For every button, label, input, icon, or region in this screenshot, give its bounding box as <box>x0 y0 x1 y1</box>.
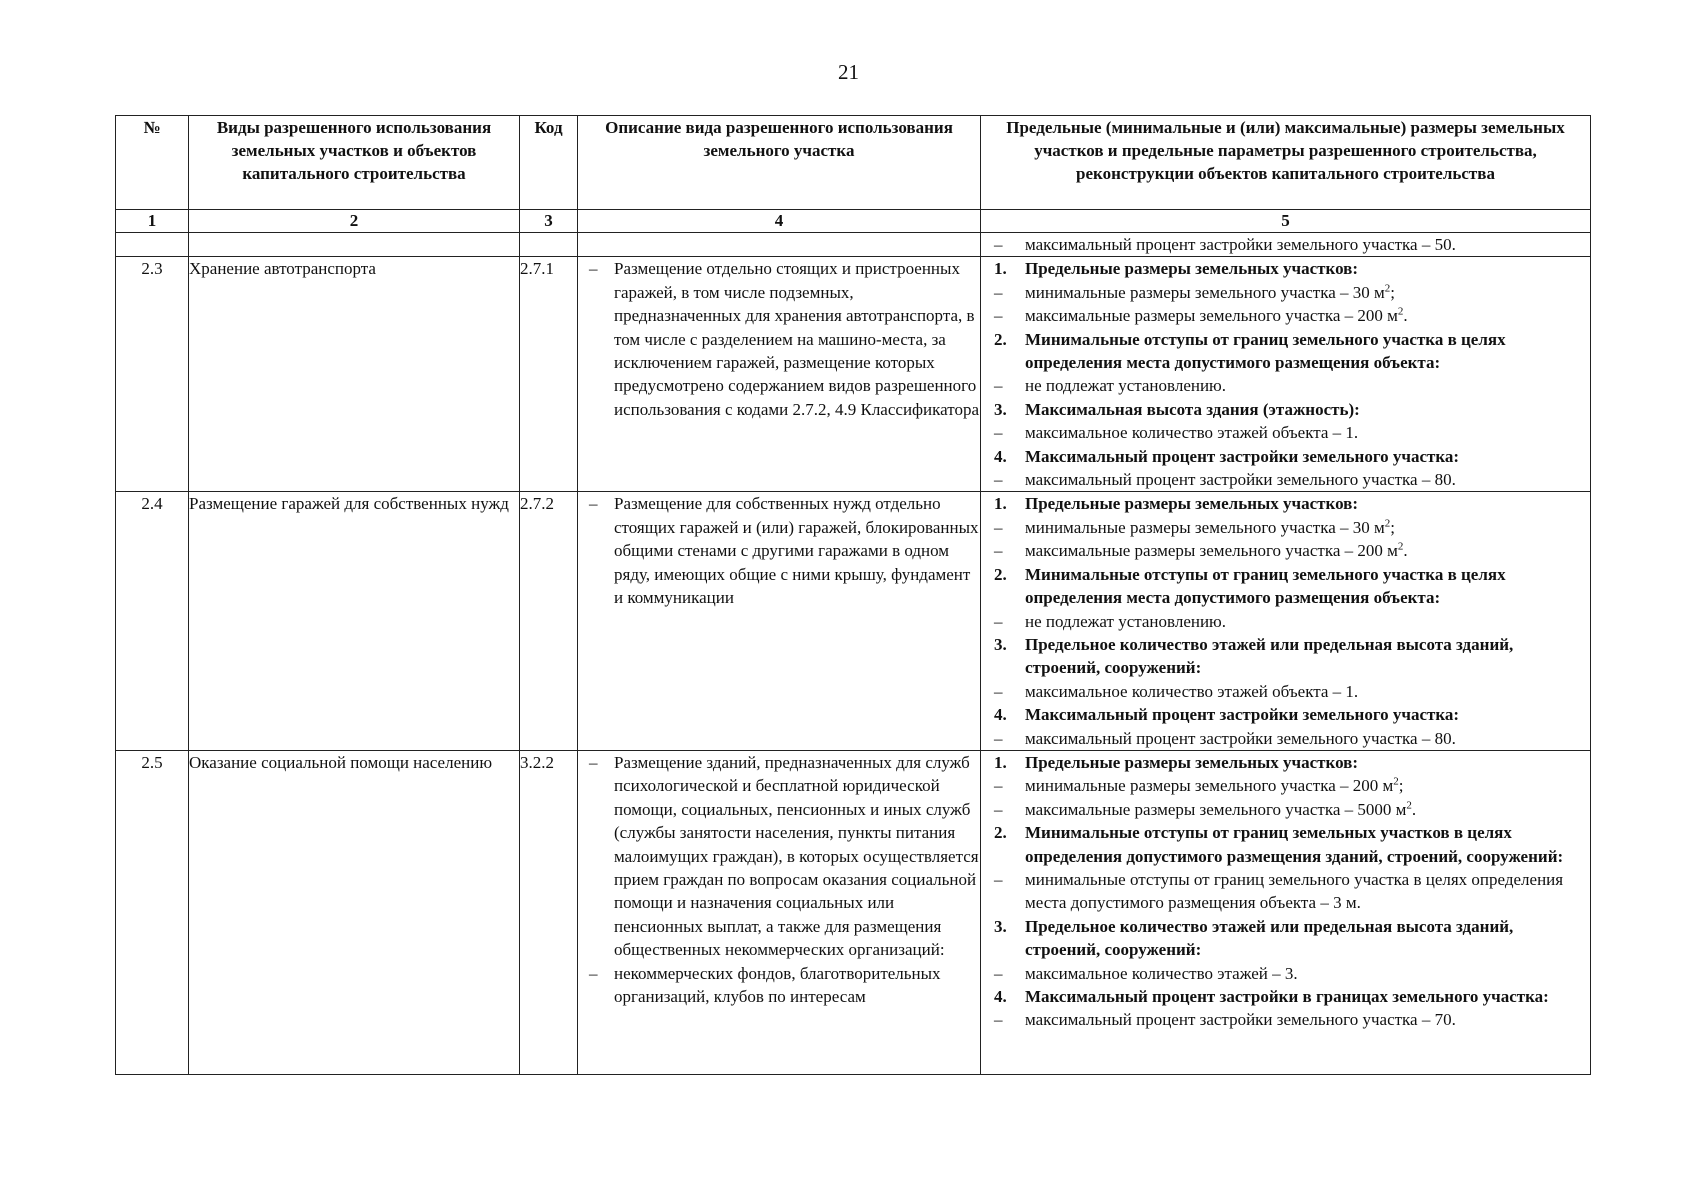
use-type-name: Размещение гаражей для собственных нужд <box>189 492 520 750</box>
list-dash: – <box>994 963 1003 983</box>
parameter-item <box>981 962 1590 985</box>
header-type: Виды разрешенного использования земельных участков и объектов капитального строительства <box>189 116 520 210</box>
list-number: 4. <box>994 446 1007 466</box>
description-item <box>578 492 980 609</box>
page-number: 21 <box>838 60 859 84</box>
parameter-text-main: не подлежат установлению. <box>1025 376 1227 396</box>
parameter-item <box>981 539 1590 562</box>
column-number: 3 <box>520 210 578 233</box>
list-dash: – <box>589 259 598 279</box>
parameter-item <box>981 421 1590 444</box>
parameter-item <box>981 727 1590 750</box>
row-number: 2.4 <box>116 492 189 750</box>
list-number: 4. <box>994 987 1007 1006</box>
parameter-item <box>981 1008 1590 1031</box>
column-number: 1 <box>116 210 189 233</box>
list-dash: – <box>994 423 1003 443</box>
use-type-name: Хранение автотранспорта <box>189 257 520 492</box>
parameter-text-main: максимальный процент застройки земельного участка – 80. <box>1025 728 1456 748</box>
parameter-text-main: Максимальная высота здания (этажность): <box>1025 399 1360 419</box>
parameter-heading <box>981 398 1590 421</box>
list-dash: – <box>994 282 1003 302</box>
parameter-text <box>1025 281 1590 304</box>
list-dash: – <box>994 470 1003 490</box>
parameter-text <box>1025 985 1590 1008</box>
parameter-heading <box>981 703 1590 726</box>
continuation-item <box>981 233 1590 256</box>
header-description: Описание вида разрешенного использования земельного участка <box>578 116 981 210</box>
parameter-text <box>1025 421 1590 444</box>
parameter-text-main: Минимальные отступы от границ земельного участка в целях определения места допустимого размещения объекта: <box>1025 564 1506 608</box>
parameter-item <box>981 304 1590 327</box>
parameter-heading <box>981 445 1590 468</box>
parameter-text-main: максимальное количество этажей объекта – 1. <box>1025 681 1359 701</box>
list-dash: – <box>994 517 1003 537</box>
parameter-text-tail: ; <box>1390 517 1395 537</box>
parameter-text-main: Предельное количество этажей или предельная высота зданий, строений, сооружений: <box>1025 916 1514 960</box>
parameter-text <box>1025 398 1590 421</box>
parameter-heading <box>981 328 1590 375</box>
parameter-text <box>1025 821 1590 868</box>
header-limits: Предельные (минимальные и (или) максимальные) размеры земельных участков и предельные параметры разрешенного строительства, реконструкции объектов капитального строительства <box>981 116 1591 210</box>
parameter-text-main: Предельные размеры земельных участков: <box>1025 752 1359 772</box>
unit-superscript: 2 <box>1397 540 1404 553</box>
parameter-text <box>1025 328 1590 375</box>
use-code: 2.7.2 <box>520 492 578 750</box>
parameter-text-tail: . <box>1411 799 1417 819</box>
list-dash: – <box>994 306 1003 326</box>
continuation-row <box>116 233 1591 257</box>
use-description <box>578 750 981 1074</box>
parameter-text <box>1025 492 1590 515</box>
parameter-heading <box>981 633 1590 680</box>
parameter-item <box>981 281 1590 304</box>
use-description <box>578 492 981 750</box>
list-number: 1. <box>994 494 1007 514</box>
parameter-heading <box>981 257 1590 280</box>
parameter-list <box>981 750 1591 1074</box>
list-dash: – <box>994 799 1003 819</box>
parameter-text <box>1025 703 1590 726</box>
header-no: № <box>116 116 189 210</box>
table-row <box>116 492 1591 750</box>
parameter-text-main: минимальные размеры земельного участка – 30 м <box>1025 282 1385 302</box>
list-dash: – <box>994 611 1003 631</box>
parameter-heading <box>981 915 1590 962</box>
list-number: 3. <box>994 916 1007 936</box>
table-row <box>116 750 1591 1074</box>
column-number: 5 <box>981 210 1591 233</box>
list-number: 1. <box>994 259 1007 279</box>
list-dash: – <box>994 376 1003 396</box>
zoning-table <box>115 115 1591 1075</box>
column-number-row <box>116 210 1591 233</box>
list-dash: – <box>994 1010 1003 1030</box>
parameter-text-main: максимальное количество этажей – 3. <box>1025 963 1298 983</box>
parameter-text <box>1025 563 1590 610</box>
parameter-item <box>981 468 1590 491</box>
use-code: 3.2.2 <box>520 750 578 1074</box>
unit-superscript: 2 <box>1406 799 1412 812</box>
parameter-list <box>981 492 1591 750</box>
parameter-text-main: Максимальный процент застройки земельного участка: <box>1025 705 1460 725</box>
unit-superscript: 2 <box>1384 282 1391 295</box>
table-row <box>116 257 1591 492</box>
list-number: 3. <box>994 399 1007 419</box>
list-number: 2. <box>994 329 1007 349</box>
use-description <box>578 257 981 492</box>
parameter-text-main: Максимальный процент застройки в границах земельного участка: <box>1025 987 1549 1006</box>
list-number: 4. <box>994 705 1007 725</box>
parameter-item <box>981 516 1590 539</box>
unit-superscript: 2 <box>1384 517 1391 530</box>
parameter-text-main: минимальные отступы от границ земельного участка в целях определения места допустимого размещения объекта – 3 м. <box>1025 869 1564 913</box>
list-dash: – <box>994 728 1003 748</box>
parameter-text-main: Предельное количество этажей или предельная высота зданий, строений, сооружений: <box>1025 634 1514 678</box>
parameter-text-main: не подлежат установлению. <box>1025 611 1227 631</box>
list-number: 2. <box>994 564 1007 584</box>
parameter-heading <box>981 821 1590 868</box>
unit-superscript: 2 <box>1397 305 1404 318</box>
parameter-heading <box>981 751 1590 774</box>
header-row <box>116 116 1591 210</box>
use-code: 2.7.1 <box>520 257 578 492</box>
parameter-text-main: максимальный процент застройки земельного участка – 70. <box>1025 1010 1456 1030</box>
parameter-item <box>981 868 1590 915</box>
parameter-heading <box>981 563 1590 610</box>
list-dash: – <box>994 235 1003 254</box>
parameter-text-main: минимальные размеры земельного участка – 30 м <box>1025 517 1385 537</box>
list-dash: – <box>589 752 598 772</box>
header-code: Код <box>520 116 578 210</box>
parameter-text <box>1025 304 1590 327</box>
description-item <box>578 257 980 421</box>
list-dash: – <box>994 869 1003 889</box>
list-number: 1. <box>994 752 1007 772</box>
parameter-text <box>1025 798 1590 821</box>
parameter-item <box>981 610 1590 633</box>
column-number: 4 <box>578 210 981 233</box>
parameter-text-main: максимальные размеры земельного участка – 5000 м <box>1025 799 1407 819</box>
column-number: 2 <box>189 210 520 233</box>
parameter-text <box>1025 610 1590 633</box>
parameter-text-tail: ; <box>1390 282 1395 302</box>
parameter-text-main: максимальные размеры земельного участка – 200 м <box>1025 541 1398 561</box>
parameter-text <box>1025 468 1590 491</box>
parameter-text-main: Минимальные отступы от границ земельного участка в целях определения места допустимого размещения объекта: <box>1025 329 1506 373</box>
list-dash: – <box>994 776 1003 796</box>
parameter-heading <box>981 492 1590 515</box>
parameter-heading <box>981 985 1590 1008</box>
parameter-text <box>1025 633 1590 680</box>
parameter-text <box>1025 445 1590 468</box>
list-number: 2. <box>994 823 1007 843</box>
parameter-text <box>1025 774 1590 797</box>
parameter-text <box>1025 1008 1590 1031</box>
parameter-text-main: Минимальные отступы от границ земельных участков в целях определения допустимого размещения зданий, строений, сооружений: <box>1025 823 1564 866</box>
parameter-text <box>1025 868 1590 915</box>
row-number: 2.5 <box>116 750 189 1074</box>
row-number: 2.3 <box>116 257 189 492</box>
description-text: Размещение для собственных нужд отдельно стоящих гаражей и (или) гаражей, блокированных общими стенами с другими гаражами в одном ряду, имеющих общие с ними крышу, фундамент и коммуникации <box>614 494 979 608</box>
parameter-text-tail: ; <box>1398 776 1404 796</box>
parameter-text-main: максимальные размеры земельного участка – 200 м <box>1025 306 1398 326</box>
parameter-text <box>1025 727 1590 750</box>
unit-superscript: 2 <box>1393 775 1399 788</box>
parameter-text <box>1025 374 1590 397</box>
parameter-text <box>1025 915 1590 962</box>
use-type-name: Оказание социальной помощи населению <box>189 750 520 1074</box>
parameter-text <box>1025 516 1590 539</box>
list-dash: – <box>589 963 598 983</box>
parameter-item <box>981 680 1590 703</box>
parameter-item <box>981 798 1590 821</box>
list-dash: – <box>994 681 1003 701</box>
parameter-text-main: Предельные размеры земельных участков: <box>1025 494 1359 514</box>
parameter-text <box>1025 257 1590 280</box>
parameter-item <box>981 774 1590 797</box>
parameter-item <box>981 374 1590 397</box>
parameter-text <box>1025 751 1590 774</box>
parameter-text-main: максимальный процент застройки земельного участка – 80. <box>1025 470 1456 490</box>
description-text: Размещение зданий, предназначенных для служб психологической и бесплатной юридической помощи, социальных, пенсионных и иных служб (службы занятости населения, пункты питания малоимущих граждан), в которых осуществляется прием граждан по вопросам оказания социальной помощи и назначения социальных или пенсионных выплат, а также для размещения общественных некоммерческих организаций: <box>614 752 979 960</box>
parameter-text-main: Максимальный процент застройки земельного участка: <box>1025 446 1460 466</box>
continuation-text: максимальный процент застройки земельного участка – 50. <box>1025 235 1456 254</box>
parameter-text-tail: . <box>1403 541 1408 561</box>
description-item <box>578 962 980 1009</box>
list-dash: – <box>589 494 598 514</box>
list-dash: – <box>994 541 1003 561</box>
parameter-text-main: минимальные размеры земельного участка – 200 м <box>1025 776 1394 796</box>
parameter-list <box>981 257 1591 492</box>
description-text: некоммерческих фондов, благотворительных организаций, клубов по интересам <box>614 963 941 1006</box>
parameter-text-main: Предельные размеры земельных участков: <box>1025 259 1359 279</box>
description-text: Размещение отдельно стоящих и пристроенных гаражей, в том числе подземных, предназначенных для хранения автотранспорта, в том числе с разделением на машино-места, за исключением гаражей, размещение которых предусмотрено содержанием видов разрешенного использования с кодами 2.7.2, 4.9 Классификатора <box>614 259 980 419</box>
parameter-text-main: максимальное количество этажей объекта – 1. <box>1025 423 1359 443</box>
description-item <box>578 751 980 962</box>
parameter-text <box>1025 539 1590 562</box>
parameter-text <box>1025 962 1590 985</box>
parameter-text-tail: . <box>1403 306 1408 326</box>
list-number: 3. <box>994 634 1007 654</box>
parameter-text <box>1025 680 1590 703</box>
